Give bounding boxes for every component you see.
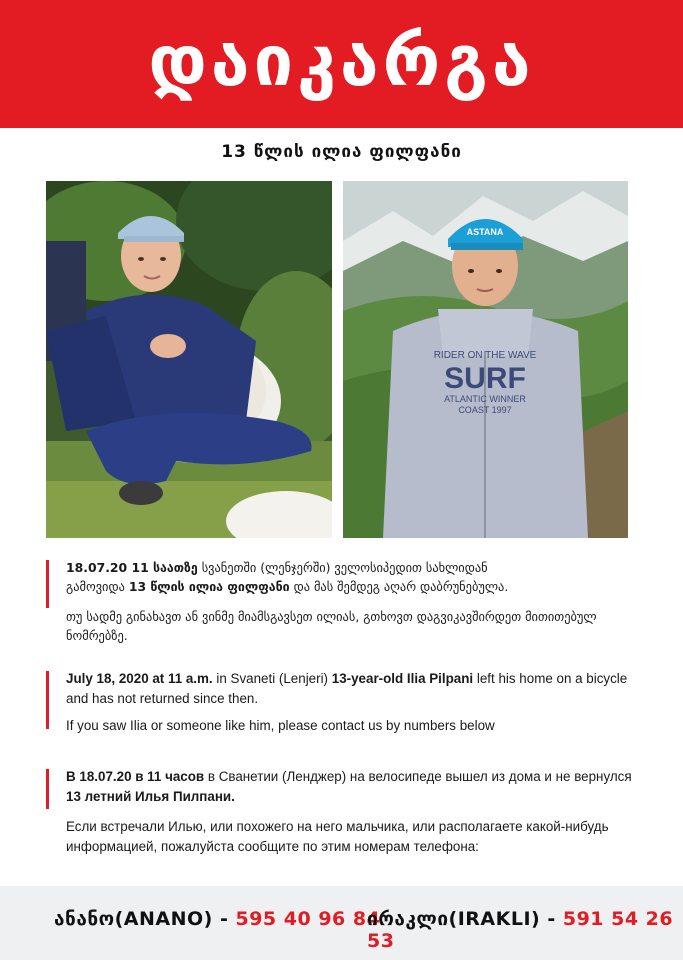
english-notice [46,669,646,736]
contact-anano [54,908,380,930]
missing-title: დაიკარგა [148,20,535,102]
cap-text: ASTANA [466,227,504,237]
photo-boy-in-mountains [343,181,628,538]
russian-text-a: в Сванетии (Ленджер) на велосипеде вышел из дома и не вернулся [204,769,632,784]
shirt-text-3: ATLANTIC WINNER [444,394,526,404]
russian-name: 13 летний Илья Пилпани. [66,789,235,804]
contact-separator: - [212,908,236,930]
russian-paragraph-2: Если встречали Илью, или похожего на него мальчика, или располагаете какой-нибудь информацией, пожалуйста сообщите по этим номерам телефона: [66,819,609,854]
georgian-text-a: სვანეთში (ლენჯერში) ველოსიპედით სახლიდან [197,560,488,575]
header-banner [0,0,683,128]
contact-name: ირაკლი(IRAKLI) [367,908,541,930]
russian-date: В 18.07.20 в 11 часов [66,769,205,784]
english-paragraph-1 [66,669,646,709]
georgian-date: 18.07.20 11 საათზე [66,560,198,575]
shirt-text-4: COAST 1997 [458,405,512,415]
georgian-paragraph-1 [66,558,646,596]
english-text-a: in Svaneti (Lenjeri) [212,671,332,686]
georgian-notice [46,558,646,645]
contact-footer [0,886,683,960]
georgian-paragraph-2: თუ სადმე გინახავთ ან ვინმე მიამსგავსეთ ილიას, გთხოვთ დაგვიკავშირდეთ მითითებულ ნომრებზე. [66,609,597,643]
contact-phone[interactable]: 591 54 26 53 [367,908,674,952]
photo-boy-with-dog [46,181,332,538]
english-text-b: left his home on a bicycle and has not returned since then. [66,671,628,706]
georgian-text-c: და მას შემდეგ აღარ დაბრუნებულა. [289,579,509,594]
russian-paragraph-1 [66,767,641,807]
shirt-text-2: SURF [444,362,526,395]
shirt-text-1: RIDER ON THE WAVE [433,350,537,361]
contact-irakli [367,908,683,952]
english-paragraph-2: If you saw Ilia or someone like him, please contact us by numbers below [66,718,495,733]
contact-phone[interactable]: 595 40 96 84 [235,908,381,930]
accent-bar [46,671,49,729]
accent-bar [46,769,49,809]
russian-notice [46,767,646,857]
georgian-name: 13 წლის ილია ფილფანი [128,579,290,594]
georgian-text-b: გამოვიდა [66,579,129,594]
contact-name: ანანო(ANANO) [54,908,213,930]
person-subtitle: 13 წლის ილია ფილფანი [221,142,462,162]
english-date: July 18, 2020 at 11 a.m. [66,671,213,686]
accent-bar [46,560,49,608]
english-name: 13-year-old Ilia Pilpani [331,671,474,686]
contact-separator: - [540,908,563,930]
